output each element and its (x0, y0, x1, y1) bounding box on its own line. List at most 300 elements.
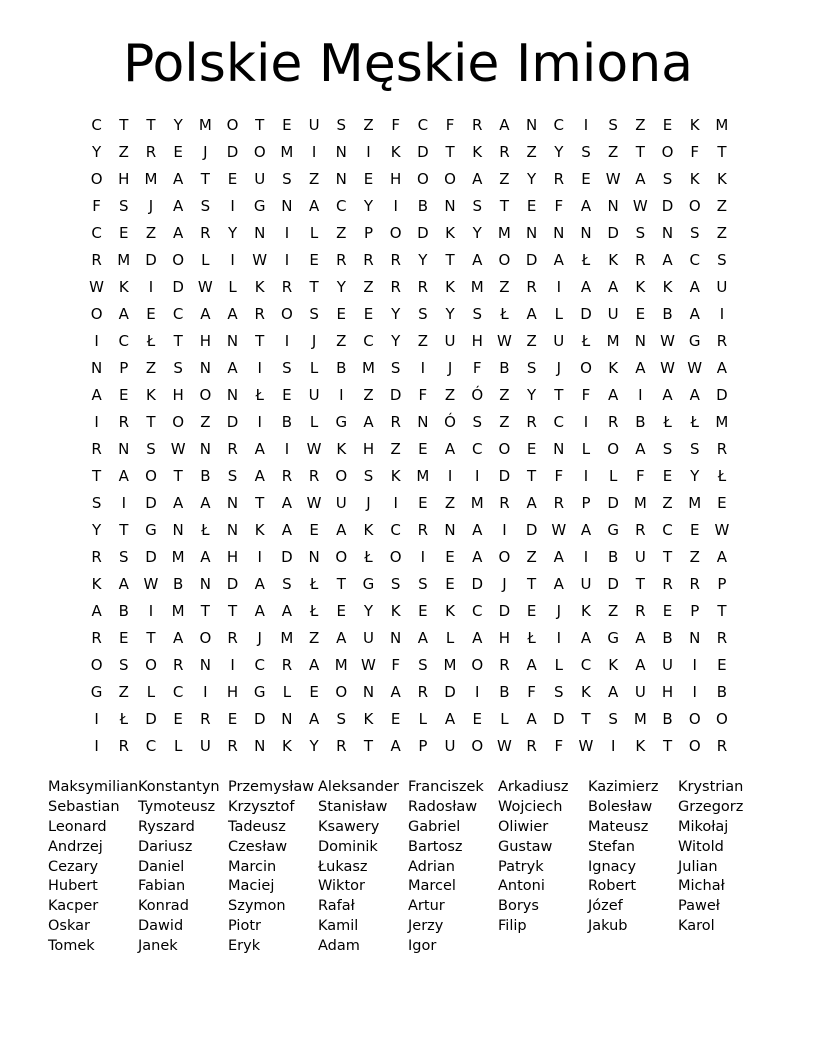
grid-letter: A (716, 548, 728, 566)
grid-letter: W (143, 575, 159, 593)
grid-letter: N (308, 548, 320, 566)
grid-letter: U (607, 305, 619, 323)
grid-letter: C (145, 737, 157, 755)
grid-letter: G (688, 332, 701, 350)
grid-letter: S (418, 305, 428, 323)
grid-letter: I (230, 197, 235, 215)
grid-letter: I (393, 197, 398, 215)
grid-letter: E (662, 116, 673, 134)
grid-letter: I (284, 332, 290, 350)
grid-letter: I (583, 467, 589, 485)
grid-letter: A (91, 386, 102, 404)
grid-letter: A (526, 494, 537, 512)
grid-letter: R (607, 413, 619, 431)
grid-letter: Y (391, 332, 401, 350)
grid-letter: H (390, 170, 402, 188)
grid-letter: T (717, 143, 727, 161)
word-list-item: Oskar (48, 918, 90, 935)
grid-letter: K (445, 224, 455, 242)
grid-letter: N (390, 629, 402, 647)
grid-letter: R (526, 413, 537, 431)
grid-letter: N (199, 440, 211, 458)
grid-letter: O (716, 710, 728, 728)
word-list-item: Kacper (48, 898, 99, 915)
grid-letter: T (146, 629, 156, 647)
grid-letter: O (444, 170, 456, 188)
grid-letter: U (199, 737, 211, 755)
grid-letter: J (203, 143, 208, 161)
grid-letter: Ł (309, 575, 319, 593)
word-list-item: Borys (498, 898, 539, 915)
word-list-row (48, 778, 768, 798)
grid-letter: K (118, 278, 129, 296)
word-list-item: Wojciech (498, 798, 563, 815)
grid-row (83, 301, 736, 328)
grid-letter: O (226, 116, 239, 134)
word-list-item: Igor (408, 938, 437, 955)
grid-letter: S (363, 467, 374, 485)
grid-letter: Z (308, 629, 320, 647)
word-list-item: Wiktor (318, 878, 365, 895)
grid-letter: F (472, 359, 482, 377)
grid-letter: J (447, 359, 453, 377)
grid-letter: M (497, 224, 511, 242)
grid-letter: Z (390, 440, 401, 458)
grid-letter: Ł (581, 251, 591, 269)
grid-letter: P (418, 737, 428, 755)
grid-letter: Y (92, 143, 102, 161)
grid-letter: N (281, 710, 293, 728)
grid-letter: D (281, 548, 293, 566)
grid-letter: R (635, 521, 646, 539)
grid-letter: R (390, 278, 401, 296)
grid-letter: U (308, 116, 320, 134)
grid-letter: R (526, 737, 537, 755)
grid-letter: O (172, 251, 185, 269)
grid-letter: D (444, 683, 456, 701)
grid-letter: S (554, 683, 564, 701)
grid-letter: O (281, 305, 293, 323)
word-list-item: Oliwier (498, 818, 549, 835)
grid-letter: S (119, 197, 129, 215)
grid-letter: A (281, 521, 293, 539)
grid-letter: A (662, 251, 673, 269)
grid-letter: O (90, 170, 103, 188)
grid-letter: K (254, 278, 265, 296)
grid-letter: S (608, 710, 618, 728)
grid-letter: D (553, 710, 565, 728)
grid-letter: I (284, 224, 290, 242)
grid-letter: Ł (527, 629, 536, 647)
grid-letter: L (418, 710, 428, 728)
grid-letter: R (281, 656, 293, 674)
grid-letter: Ł (500, 305, 509, 323)
grid-letter: Y (227, 224, 238, 242)
grid-letter: O (688, 710, 701, 728)
grid-letter: T (662, 548, 673, 566)
grid-letter: A (608, 386, 619, 404)
grid-letter: M (715, 116, 729, 134)
grid-letter: S (390, 359, 401, 377)
grid-letter: T (146, 413, 156, 431)
grid-letter: E (635, 305, 646, 323)
grid-letter: Z (499, 278, 510, 296)
grid-letter: S (717, 251, 727, 269)
grid-letter: D (417, 224, 429, 242)
grid-letter: U (634, 683, 646, 701)
grid-letter: O (498, 440, 511, 458)
grid-letter: A (635, 170, 646, 188)
word-list-item: Karol (678, 918, 715, 935)
grid-letter: R (227, 629, 238, 647)
grid-letter: F (418, 386, 428, 404)
grid-letter: E (717, 656, 727, 674)
grid-letter: M (470, 494, 484, 512)
grid-letter: I (502, 521, 507, 539)
grid-letter: Z (499, 170, 510, 188)
grid-letter: M (443, 656, 457, 674)
grid-letter: E (119, 629, 129, 647)
word-list-item: Maciej (228, 878, 275, 895)
grid-letter: O (145, 467, 157, 485)
grid-letter: G (90, 683, 103, 701)
grid-letter: W (197, 278, 213, 296)
grid-letter: A (608, 683, 619, 701)
grid-letter: D (661, 197, 674, 215)
grid-letter: I (692, 656, 697, 674)
grid-letter: A (444, 710, 456, 728)
grid-letter: R (91, 251, 102, 269)
grid-letter: I (447, 467, 453, 485)
grid-letter: K (689, 170, 700, 188)
grid-letter: W (551, 521, 567, 539)
grid-letter: E (390, 710, 401, 728)
grid-letter: D (389, 386, 402, 404)
grid-letter: C (172, 305, 184, 323)
grid-letter: S (472, 413, 482, 431)
grid-letter: T (255, 494, 265, 512)
grid-letter: W (252, 251, 268, 269)
grid-letter: D (145, 494, 157, 512)
grid-letter: J (257, 629, 262, 647)
word-list-item: Cezary (48, 858, 99, 875)
grid-letter: J (311, 332, 317, 350)
grid-letter: Z (417, 332, 428, 350)
grid-letter: P (717, 575, 727, 593)
grid-letter: T (309, 278, 319, 296)
word-list-item: Marcel (408, 878, 456, 895)
grid-row (83, 706, 736, 733)
grid-letter: Z (526, 143, 537, 161)
grid-letter: N (607, 197, 619, 215)
grid-letter: Y (554, 143, 564, 161)
grid-letter: R (172, 656, 184, 674)
grid-letter: N (281, 197, 293, 215)
grid-letter: K (336, 440, 347, 458)
grid-letter: K (445, 602, 455, 620)
word-list-item: Paweł (678, 898, 720, 915)
word-list-item: Dominik (318, 838, 378, 855)
grid-letter: T (173, 332, 183, 350)
grid-letter: I (230, 656, 235, 674)
word-list-item: Jakub (588, 918, 628, 935)
grid-letter: M (198, 116, 212, 134)
grid-letter: D (525, 521, 538, 539)
grid-letter: K (716, 170, 727, 188)
word-list-item: Bolesław (588, 798, 653, 815)
grid-letter: G (362, 575, 375, 593)
grid-letter: R (390, 413, 401, 431)
grid-letter: R (499, 494, 510, 512)
grid-letter: E (119, 386, 129, 404)
word-list-item: Kazimierz (588, 779, 659, 795)
grid-letter: N (226, 494, 239, 512)
grid-letter: R (472, 116, 483, 134)
grid-letter: R (91, 629, 102, 647)
grid-letter: Y (391, 305, 401, 323)
grid-letter: W (496, 737, 512, 755)
grid-letter: S (526, 359, 537, 377)
grid-letter: U (580, 575, 592, 593)
grid-letter: U (662, 656, 674, 674)
word-list-row (48, 917, 768, 937)
grid-letter: I (556, 629, 561, 647)
grid-letter: I (638, 386, 643, 404)
grid-letter: H (661, 683, 674, 701)
grid-letter: T (119, 116, 129, 134)
grid-letter: N (553, 440, 565, 458)
grid-row (83, 382, 736, 409)
grid-letter: A (689, 386, 700, 404)
grid-letter: I (94, 737, 99, 755)
grid-letter: M (334, 656, 348, 674)
grid-letter: B (662, 629, 673, 647)
grid-letter: F (391, 656, 400, 674)
grid-letter: K (281, 737, 292, 755)
grid-letter: E (227, 710, 238, 728)
grid-letter: D (607, 575, 619, 593)
word-list-item: Filip (498, 918, 527, 935)
grid-letter: K (91, 575, 102, 593)
grid-letter: Z (308, 170, 320, 188)
grid-letter: N (199, 359, 211, 377)
grid-letter: G (607, 629, 619, 647)
grid-letter: U (362, 629, 374, 647)
grid-letter: N (362, 683, 375, 701)
grid-letter: W (496, 332, 512, 350)
word-list-item: Stanisław (318, 798, 388, 815)
word-list-item: Sebastian (48, 798, 120, 815)
grid-letter: T (336, 575, 346, 593)
grid-row (83, 274, 736, 301)
word-list-item: Tadeusz (228, 818, 286, 835)
grid-row (83, 247, 736, 274)
grid-letter: Z (716, 224, 728, 242)
grid-letter: T (173, 467, 183, 485)
grid-letter: I (121, 494, 126, 512)
grid-letter: Z (363, 116, 374, 134)
grid-letter: C (390, 521, 401, 539)
grid-letter: N (254, 224, 266, 242)
word-list-item: Tomek (48, 938, 95, 955)
grid-letter: C (471, 440, 483, 458)
grid-letter: I (475, 683, 480, 701)
word-list-row (48, 897, 768, 917)
grid-letter: G (607, 521, 619, 539)
word-list-item: Czesław (228, 838, 288, 855)
grid-letter: M (633, 710, 647, 728)
grid-letter: N (335, 170, 347, 188)
grid-letter: D (498, 467, 511, 485)
word-list-item: Rafał (318, 898, 355, 915)
grid-letter: D (607, 224, 619, 242)
grid-letter: L (309, 359, 319, 377)
grid-letter: S (200, 197, 211, 215)
grid-letter: T (635, 143, 645, 161)
grid-letter: R (336, 737, 347, 755)
grid-letter: I (257, 359, 262, 377)
grid-letter: B (499, 683, 510, 701)
grid-letter: O (199, 386, 212, 404)
grid-letter: D (525, 251, 538, 269)
grid-letter: R (118, 413, 129, 431)
word-list-row (48, 818, 768, 838)
grid-letter: E (336, 305, 347, 323)
grid-letter: N (444, 521, 456, 539)
grid-letter: F (445, 116, 455, 134)
grid-letter: O (199, 629, 212, 647)
grid-letter: E (526, 440, 537, 458)
grid-letter: U (308, 386, 320, 404)
grid-letter: S (227, 467, 238, 485)
grid-letter: N (417, 413, 429, 431)
grid-letter: L (554, 305, 563, 323)
grid-letter: A (472, 251, 483, 269)
grid-letter: I (610, 737, 616, 755)
grid-row (83, 490, 736, 517)
grid-letter: N (90, 359, 103, 377)
word-list-item: Leonard (48, 818, 107, 835)
word-list-item: Adrian (408, 858, 455, 875)
page-title: Polskie Męskie Imiona (122, 34, 694, 94)
grid-letter: Ó (444, 413, 456, 431)
grid-letter: F (527, 683, 536, 701)
grid-letter: A (526, 305, 537, 323)
grid-letter: K (608, 251, 619, 269)
grid-letter: N (553, 224, 565, 242)
grid-letter: H (498, 629, 511, 647)
word-list-item: Bartosz (408, 838, 463, 855)
grid-letter: A (390, 683, 401, 701)
grid-letter: E (363, 305, 374, 323)
grid-letter: Y (309, 737, 319, 755)
word-list-item: Mateusz (588, 818, 649, 835)
grid-row (83, 544, 736, 571)
grid-letter: M (715, 413, 729, 431)
grid-letter: D (226, 413, 239, 431)
grid-letter: A (173, 224, 184, 242)
grid-letter: L (445, 629, 455, 647)
grid-letter: E (336, 602, 347, 620)
grid-letter: G (335, 413, 348, 431)
grid-letter: D (172, 278, 184, 296)
grid-letter: E (581, 170, 591, 188)
word-list-item: Janek (138, 938, 178, 955)
grid-row (83, 652, 736, 679)
grid-letter: C (118, 332, 130, 350)
grid-letter: T (92, 467, 102, 485)
grid-row (83, 112, 736, 139)
grid-letter: R (336, 251, 347, 269)
grid-letter: T (581, 710, 591, 728)
word-list-item: Mikołaj (678, 818, 729, 835)
grid-letter: H (199, 332, 211, 350)
grid-letter: I (339, 386, 344, 404)
grid-letter: S (390, 575, 401, 593)
grid-letter: A (472, 548, 483, 566)
grid-letter: A (118, 575, 129, 593)
grid-letter: L (608, 467, 618, 485)
word-list-row (48, 877, 768, 897)
grid-letter: I (203, 683, 208, 701)
grid-letter: Z (118, 143, 129, 161)
grid-letter: A (635, 359, 646, 377)
grid-letter: R (200, 224, 211, 242)
grid-letter: B (118, 602, 129, 620)
grid-letter: Z (662, 494, 673, 512)
grid-letter: U (254, 170, 266, 188)
word-list-item: Krystrian (678, 779, 744, 795)
grid-letter: K (608, 359, 619, 377)
grid-letter: R (716, 332, 728, 350)
word-list-item: Kamil (318, 918, 359, 935)
grid-letter: A (716, 359, 728, 377)
grid-letter: Z (200, 413, 211, 431)
grid-letter: U (444, 737, 456, 755)
grid-letter: U (634, 548, 646, 566)
grid-letter: Z (118, 683, 129, 701)
grid-letter: N (226, 386, 239, 404)
grid-letter: B (281, 413, 293, 431)
grid-letter: O (607, 440, 620, 458)
grid-letter: E (445, 548, 455, 566)
grid-letter: R (499, 656, 510, 674)
grid-letter: I (475, 467, 480, 485)
word-list-item: Maksymilian (48, 779, 139, 795)
grid-letter: R (635, 251, 646, 269)
grid-row (83, 517, 736, 544)
grid-letter: K (608, 656, 619, 674)
word-list-item: Łukasz (318, 858, 368, 875)
grid-letter: S (119, 548, 129, 566)
grid-letter: S (608, 116, 618, 134)
grid-letter: L (228, 278, 237, 296)
grid-letter: N (118, 440, 130, 458)
grid-letter: Ł (717, 467, 727, 485)
grid-letter: H (172, 386, 184, 404)
grid-letter: E (282, 116, 292, 134)
grid-letter: O (335, 548, 348, 566)
grid-letter: A (254, 467, 265, 485)
grid-letter: A (336, 521, 347, 539)
grid-letter: K (363, 710, 374, 728)
word-list-item: Konrad (138, 898, 189, 915)
grid-letter: T (499, 197, 509, 215)
word-list-item: Konstantyn (138, 779, 220, 795)
grid-letter: S (472, 197, 482, 215)
grid-letter: E (418, 440, 428, 458)
grid-letter: Y (690, 467, 700, 485)
